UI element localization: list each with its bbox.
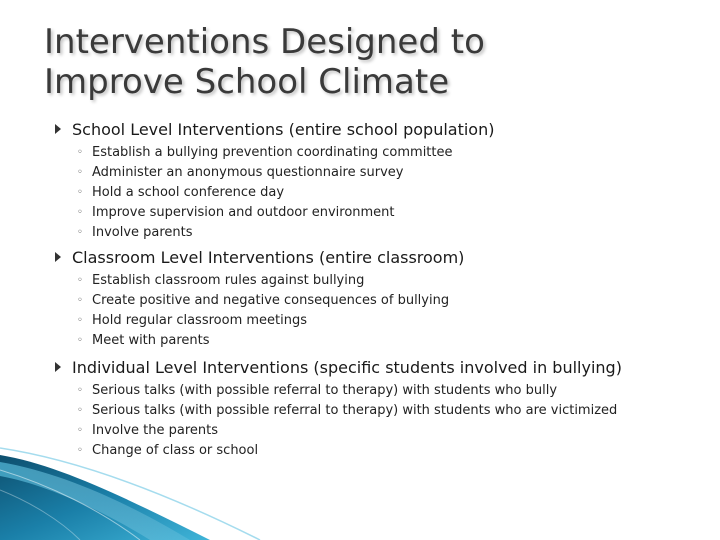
title-line-1: Interventions Designed to [44,22,485,62]
slide-title [44,22,485,102]
circle-outline-icon: ◦ [77,334,83,346]
section-school-level [55,118,705,242]
section-heading [55,246,705,268]
slide-content [55,118,705,460]
list-item-text: Create positive and negative consequences of bullying [92,292,450,308]
circle-outline-icon: ◦ [77,404,83,416]
circle-outline-icon: ◦ [77,166,83,178]
circle-outline-icon: ◦ [77,146,83,158]
circle-outline-icon: ◦ [77,186,83,198]
list-item-text: Hold a school conference day [92,184,285,200]
section-heading [55,118,705,140]
section-label: Classroom Level Interventions (entire classroom) [72,247,465,267]
circle-outline-icon: ◦ [77,384,83,396]
list-item-text: Meet with parents [92,332,210,348]
section-classroom-level [55,246,705,350]
list-item [77,162,705,182]
circle-outline-icon: ◦ [77,424,83,436]
list-item [77,420,705,440]
list-item-text: Involve parents [92,224,193,240]
triangle-right-icon [55,252,61,262]
section-label: School Level Interventions (entire school population) [72,119,495,139]
circle-outline-icon: ◦ [77,444,83,456]
list-item-text: Improve supervision and outdoor environment [92,204,395,220]
title-line-2: Improve School Climate [44,62,450,102]
circle-outline-icon: ◦ [77,226,83,238]
list-item-text: Serious talks (with possible referral to therapy) with students who are victimized [92,402,618,418]
triangle-right-icon [55,362,61,372]
list-item [77,202,705,222]
sub-list [55,142,705,242]
list-item-text: Serious talks (with possible referral to therapy) with students who bully [92,382,558,398]
list-item [77,400,705,420]
list-item-text: Establish a bullying prevention coordinating committee [92,144,453,160]
list-item [77,290,705,310]
list-item [77,330,705,350]
list-item-text: Establish classroom rules against bullying [92,272,365,288]
list-item-text: Administer an anonymous questionnaire survey [92,164,404,180]
section-label: Individual Level Interventions (specific students involved in bullying) [72,357,622,377]
section-heading [55,356,705,378]
circle-outline-icon: ◦ [77,274,83,286]
list-item [77,380,705,400]
list-item [77,182,705,202]
corner-wave-decoration [0,440,720,540]
sub-list [55,270,705,350]
circle-outline-icon: ◦ [77,294,83,306]
list-item-text: Hold regular classroom meetings [92,312,307,328]
list-item [77,310,705,330]
circle-outline-icon: ◦ [77,314,83,326]
list-item [77,142,705,162]
circle-outline-icon: ◦ [77,206,83,218]
list-item [77,222,705,242]
list-item [77,270,705,290]
triangle-right-icon [55,124,61,134]
list-item-text: Change of class or school [92,442,259,458]
list-item-text: Involve the parents [92,422,219,438]
